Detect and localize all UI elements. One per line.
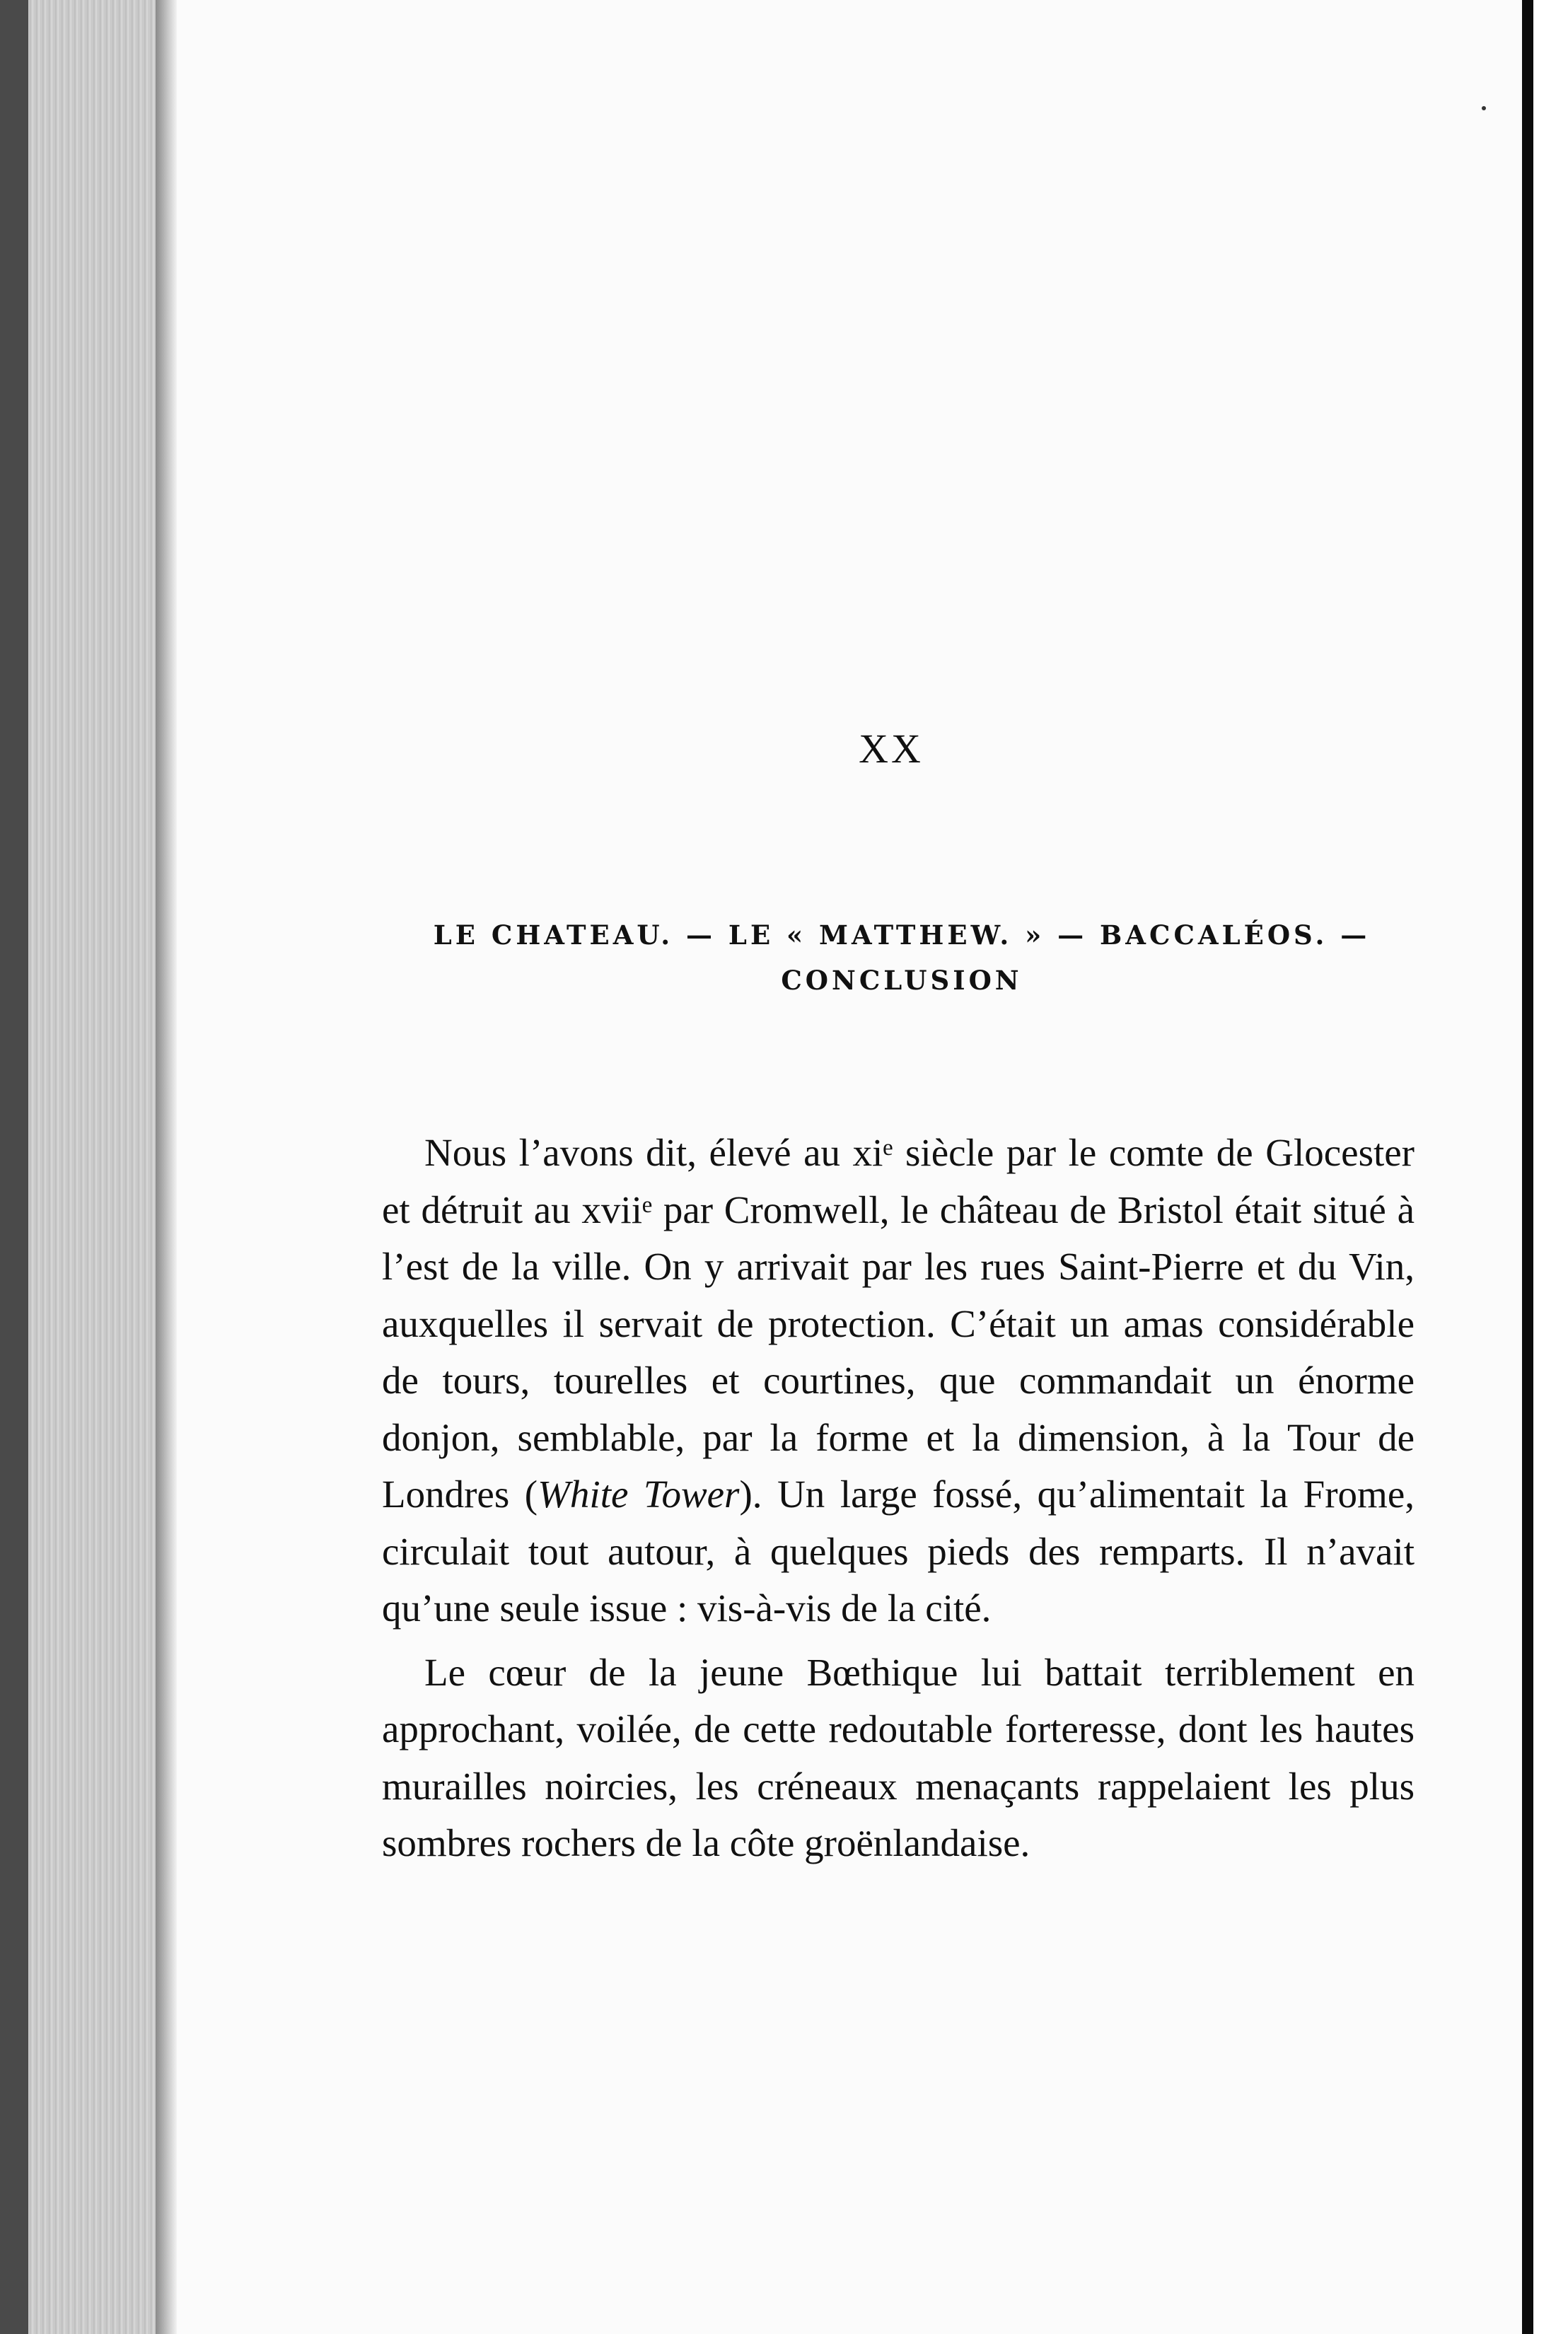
- paragraph-1-text-b: ). Un large fossé, qu’alimentait la Frome, circulait tout autour, à quelques pieds des remparts. Il n’avait qu’une seule issue : vis-à-vis de la cité.: [382, 1473, 1415, 1630]
- book-spine: [0, 0, 28, 2334]
- paragraph-1-text-a: Nous l’avons dit, élevé au xiᵉ siècle par le comte de Glocester et détruit au xviiᵉ par Cromwell, le château de Bristol était situé à l’est de la ville. On y arrivait par les rues Saint-Pierre et du Vin, auxquelles il servait de protection. C’était un amas considérable de tours, tourelles et courtines, que commandait un énorme donjon, semblable, par la forme et la dimension, à la Tour de Londres (: [382, 1131, 1415, 1516]
- scan-margin: [1533, 0, 1568, 2334]
- chapter-heading-line-2: CONCLUSION: [781, 965, 1023, 996]
- scan-border: [1522, 0, 1533, 2334]
- chapter-heading: [375, 912, 1429, 1003]
- page-edges: [28, 0, 163, 2334]
- body-text: [382, 1125, 1415, 1872]
- gutter-shadow: [156, 0, 177, 2334]
- chapter-number: XX: [859, 726, 924, 772]
- paragraph-1-italic: White Tower: [538, 1473, 740, 1516]
- paragraph-2: Le cœur de la jeune Bœthique lui battait terriblement en approchant, voilée, de cette redoutable forteresse, dont les hautes murailles noircies, les créneaux menaçants rappelaient les plus sombres rochers de la côte groënlandaise.: [382, 1650, 1415, 1864]
- chapter-heading-line-1: LE CHATEAU. — LE « MATTHEW. » — BACCALÉOS. —: [433, 919, 1371, 951]
- ink-speck: [1482, 106, 1486, 110]
- paragraph-1: [382, 1125, 1415, 1637]
